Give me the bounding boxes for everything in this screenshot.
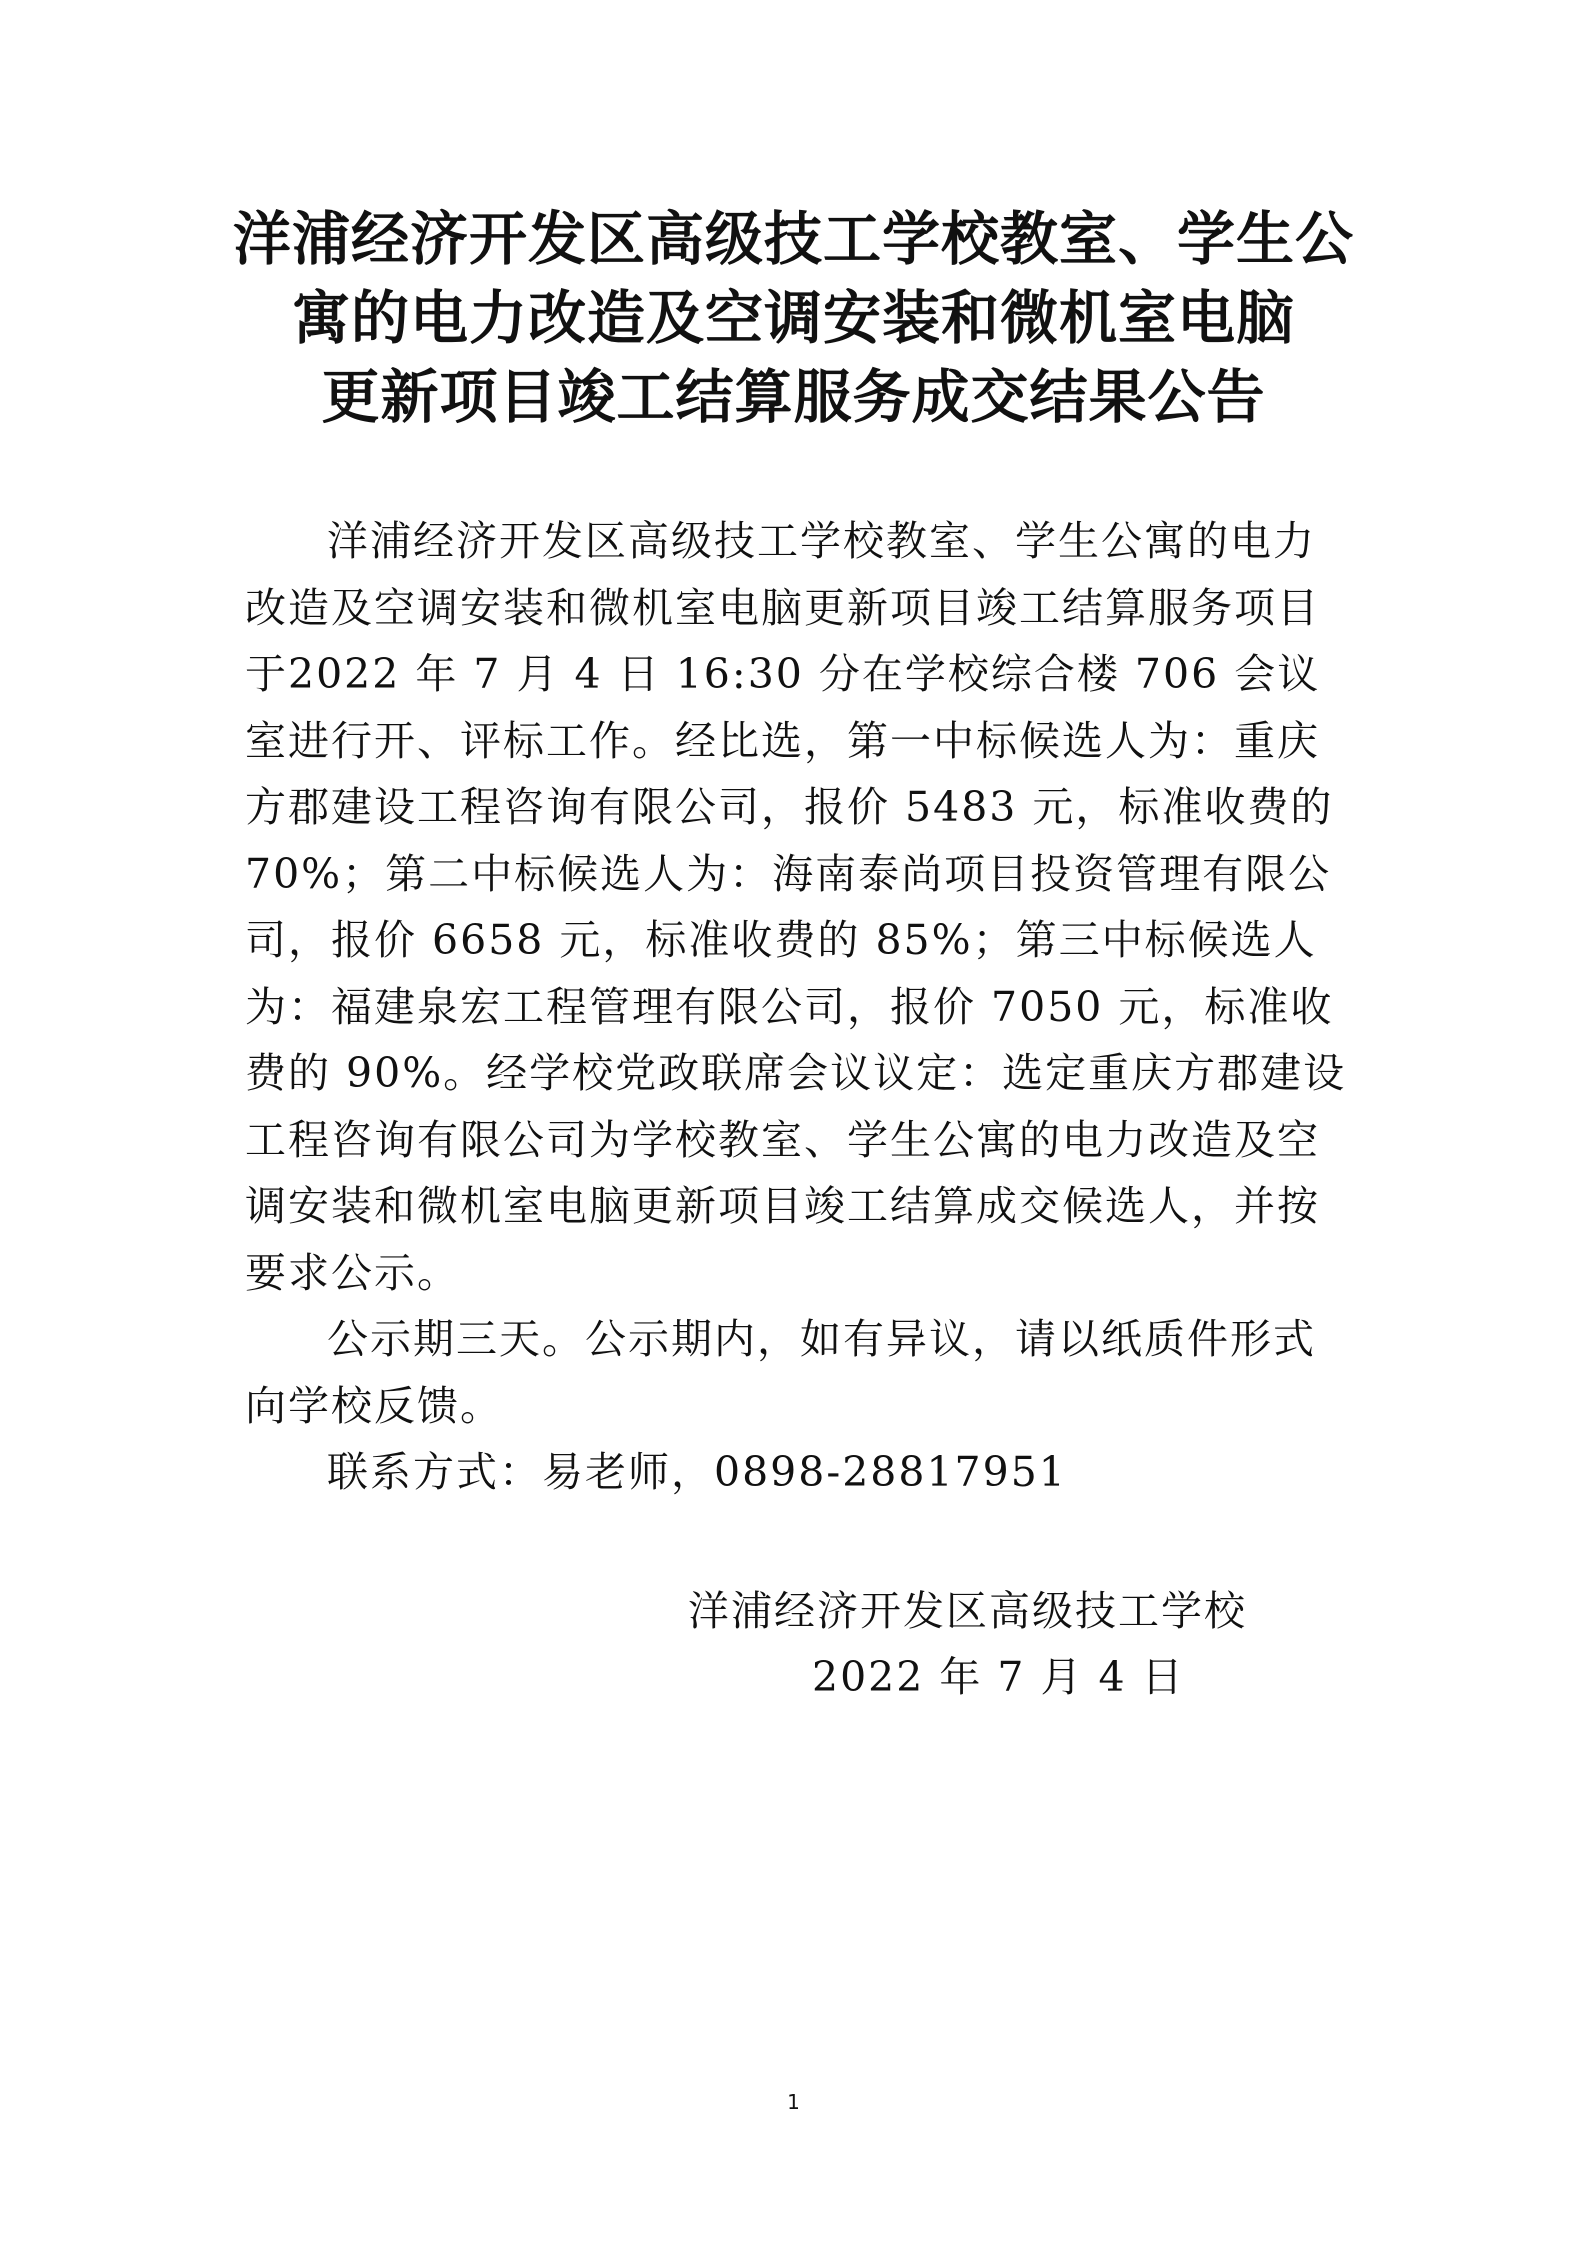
contact-info-paragraph: 联系方式：易老师，0898-28817951 [327, 1448, 1067, 1496]
signature-date: 2022 年 7 月 4 日 [812, 1653, 1185, 1701]
title-line-2: 寓的电力改造及空调安装和微机室电脑 [291, 284, 1295, 352]
objection-notice-paragraph: 公示期三天。公示期内，如有异议，请以纸质件形式向学校反馈。 [245, 1315, 1316, 1430]
document-body [245, 508, 1355, 1506]
page-number: 1 [787, 2090, 800, 2114]
title-line-3: 更新项目竣工结算服务成交结果公告 [321, 363, 1266, 431]
signature-organization: 洋浦经济开发区高级技工学校 [688, 1587, 1247, 1635]
announcement-paragraph: 洋浦经济开发区高级技工学校教室、学生公寓的电力改造及空调安装和微机室电脑更新项目竣工结算服务项目于2022 年 7 月 4 日 16:30 分在学校综合楼 706 会议室进行开、评标工作。经比选，第一中标候选人为：重庆方郡建设工程咨询有限公司，报价 5483 元，标准收费的 70%；第二中标候选人为：海南泰尚项目投资管理有限公司，报价 6658 元，标准收费的 85%；第三中标候选人为：福建泉宏工程管理有限公司，报价 7050 元，标准收费的 90%。经学校党政联席会议议定：选定重庆方郡建设工程咨询有限公司为学校教室、学生公寓的电力改造及空调安装和微机室电脑更新项目竣工结算成交候选人，并按要求公示。 [245, 517, 1347, 1297]
title-line-1: 洋浦经济开发区高级技工学校教室、学生公 [232, 205, 1354, 273]
document-title [160, 200, 1427, 437]
